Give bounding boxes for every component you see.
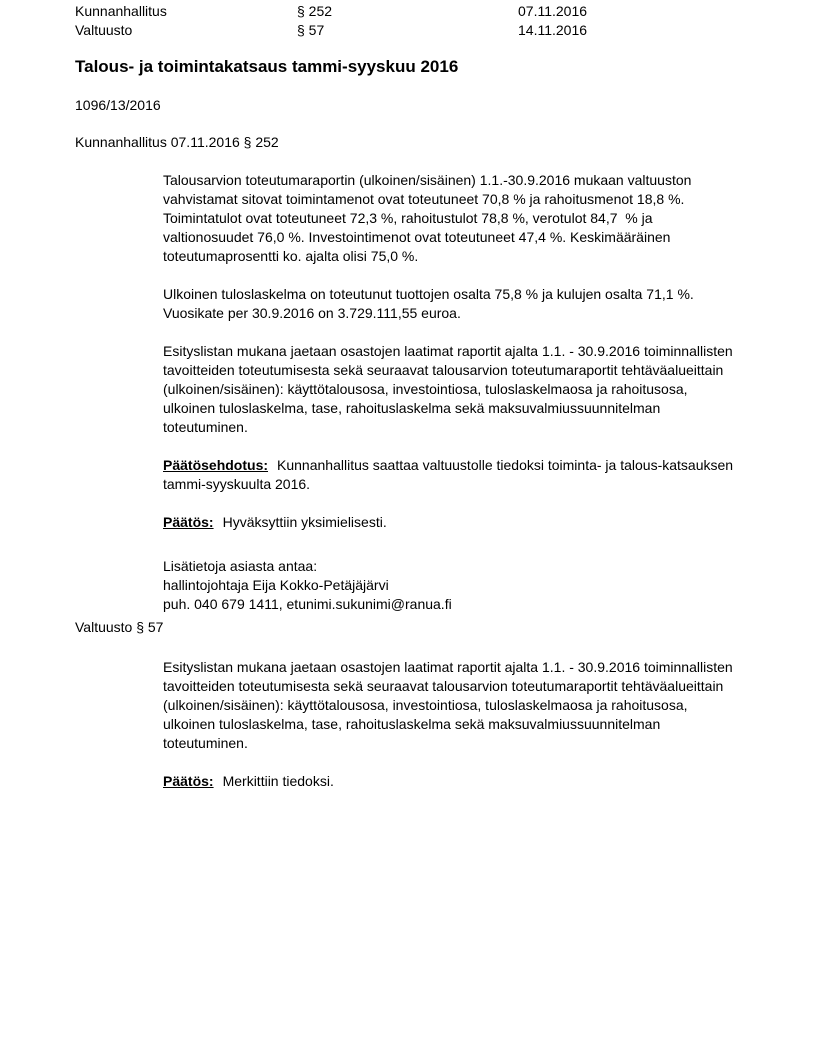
- header-section-ref: § 252: [297, 3, 333, 19]
- section-heading-kunnanhallitus: Kunnanhallitus 07.11.2016 § 252: [75, 134, 279, 150]
- decision-label: Päätös:: [163, 773, 214, 789]
- decision-paragraph: [163, 513, 741, 532]
- section-heading-valtuusto: Valtuusto § 57: [75, 619, 164, 635]
- decision-text: Hyväksyttiin yksimielisesti.: [222, 514, 387, 530]
- header-organ: Valtuusto: [75, 22, 133, 38]
- header-row-kunnanhallitus: [75, 2, 796, 21]
- section-body-kunnanhallitus: [163, 171, 741, 614]
- document-title: Talous- ja toimintakatsaus tammi-syyskuu 2016: [75, 57, 459, 76]
- header-organ: Kunnanhallitus: [75, 3, 167, 19]
- paragraph-reports-list: Esityslistan mukana jaetaan osastojen laatimat raportit ajalta 1.1. - 30.9.2016 toiminnallisten tavoitteiden toteutumisesta sekä seuraavat talousarvion toteutumaraportit tehtäväalueittain (ulkoinen/sisäinen): käyttötalousosa, investointiosa, tuloslaskelmaosa ja rahoitusosa, ulkoinen tuloslaskelma, tase, rahoituslaskelma sekä maksuvalmiussuunnitelman toteutuminen.: [163, 343, 733, 435]
- contact-info: [163, 557, 741, 614]
- document-header: [75, 2, 796, 40]
- proposal-text: Kunnanhallitus saattaa valtuustolle tiedoksi toiminta- ja talous-katsauksen tammi-syyskuulta 2016.: [163, 457, 734, 492]
- header-date: 14.11.2016: [518, 22, 588, 38]
- contact-intro: Lisätietoja asiasta antaa:: [163, 558, 318, 574]
- proposal-paragraph: [163, 456, 741, 494]
- paragraph-budget-realization: Talousarvion toteutumaraportin (ulkoinen/sisäinen) 1.1.-30.9.2016 mukaan valtuuston vahvistamat sitovat toimintamenot ovat toteutuneet 70,8 % ja rahoitusmenot 18,8 %. Toimintatulot ovat toteutuneet 72,3 %, rahoitustulot 78,8 %, verotulot 84,7 % ja valtionosuudet 76,0 %. Investointimenot ovat toteutuneet 47,4 %. Keskimääräinen toteutumaprosentti ko. ajalta olisi 75,0 %.: [163, 172, 692, 264]
- contact-person: hallintojohtaja Eija Kokko-Petäjäjärvi: [163, 577, 389, 593]
- header-date: 07.11.2016: [518, 3, 588, 19]
- paragraph-reports-list: Esityslistan mukana jaetaan osastojen laatimat raportit ajalta 1.1. - 30.9.2016 toiminnallisten tavoitteiden toteutumisesta sekä seuraavat talousarvion toteutumaraportit tehtäväalueittain (ulkoinen/sisäinen): käyttötalousosa, investointiosa, tuloslaskelmaosa ja rahoitusosa, ulkoinen tuloslaskelma, tase, rahoituslaskelma sekä maksuvalmiussuunnitelman toteutuminen.: [163, 659, 733, 751]
- paragraph-income-statement: Ulkoinen tuloslaskelma on toteutunut tuottojen osalta 75,8 % ja kulujen osalta 71,1 %. Vuosikate per 30.9.2016 on 3.729.111,55 euroa.: [163, 286, 694, 321]
- decision-paragraph: [163, 772, 741, 791]
- section-body-valtuusto: [163, 658, 741, 791]
- header-row-valtuusto: [75, 21, 796, 40]
- proposal-label: Päätösehdotus:: [163, 457, 269, 473]
- decision-label: Päätös:: [163, 514, 214, 530]
- contact-phone-email: puh. 040 679 1411, etunimi.sukunimi@ranua.fi: [163, 596, 452, 612]
- decision-text: Merkittiin tiedoksi.: [222, 773, 334, 789]
- case-number: 1096/13/2016: [75, 97, 161, 113]
- header-section-ref: § 57: [297, 22, 325, 38]
